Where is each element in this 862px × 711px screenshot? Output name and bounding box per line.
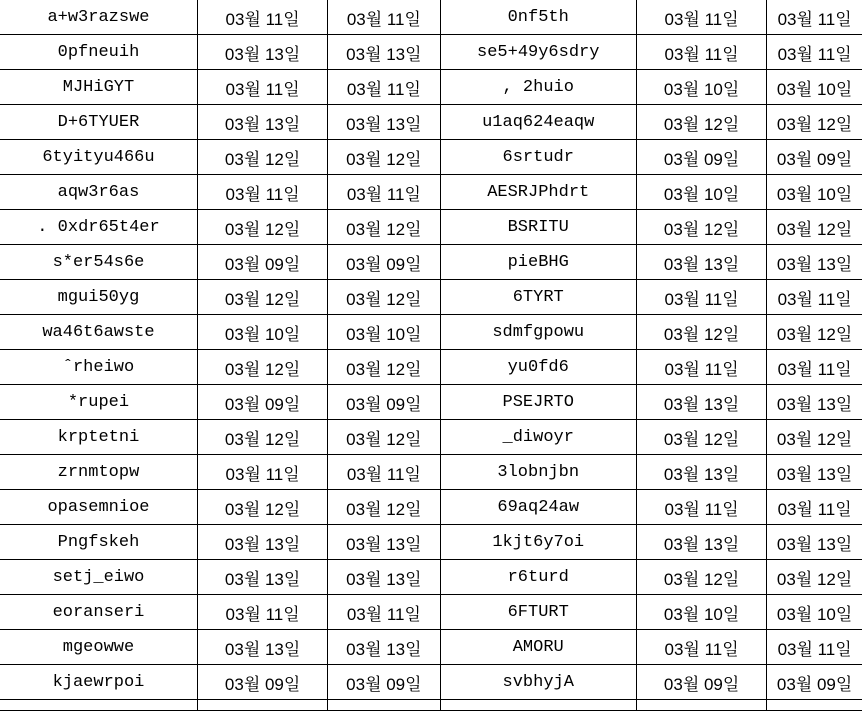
table-cell-name: mgeowwe [0, 630, 197, 665]
table-cell-date: 03월 13일 [197, 560, 327, 595]
table-cell-date: 03월 09일 [328, 245, 440, 280]
table-cell-date: 03월 11일 [197, 70, 327, 105]
table-cell-date: 03월 11일 [767, 0, 862, 35]
table-cell-date: 03월 12일 [328, 490, 440, 525]
table-row [0, 595, 862, 630]
table-cell-name: 6tyityu466u [0, 140, 197, 175]
table-cell-name: eoranseri [0, 595, 197, 630]
table-cell-date: 03월 09일 [197, 665, 327, 700]
table-cell-name: 3lobnjbn [440, 455, 636, 490]
table-cell-name: D+6TYUER [0, 105, 197, 140]
table-cell-date: 03월 09일 [197, 245, 327, 280]
table-cell-date: 03월 13일 [328, 35, 440, 70]
table-cell-name: _diwoyr [440, 420, 636, 455]
table-cell-date: 03월 11일 [767, 35, 862, 70]
table-cell-date: 03월 11일 [328, 175, 440, 210]
table-cell-name: u1aq624eaqw [440, 105, 636, 140]
table-cell-name: Pngfskeh [0, 525, 197, 560]
table-cell-date: 03월 11일 [767, 280, 862, 315]
table-row [0, 525, 862, 560]
table-cell-name: 0pfneuih [0, 35, 197, 70]
table-cell-date: 03월 11일 [197, 0, 327, 35]
table-row [0, 560, 862, 595]
table-cell-date: 03월 13일 [636, 525, 766, 560]
table-cell-date: 03월 12일 [636, 315, 766, 350]
table-cell-date: 03월 11일 [328, 455, 440, 490]
table-cell-date: 03월 13일 [328, 105, 440, 140]
table-cell-date: 03월 10일 [197, 315, 327, 350]
table-row [0, 455, 862, 490]
table-cell-name: svbhyjA [440, 665, 636, 700]
table-cell-name: 69aq24aw [440, 490, 636, 525]
table-cell-date: 03월 13일 [767, 525, 862, 560]
table-row [0, 490, 862, 525]
table-cell-date: 03월 12일 [636, 210, 766, 245]
table-cell-date: 03월 10일 [767, 70, 862, 105]
table-cell-name: se5+49y6sdry [440, 35, 636, 70]
table-cell-date: 03월 12일 [767, 105, 862, 140]
table-cell-name: *rupei [0, 385, 197, 420]
table-cell-date: 03월 10일 [636, 595, 766, 630]
table-cell-date: 03월 11일 [636, 0, 766, 35]
table-cell-date: 03월 12일 [328, 420, 440, 455]
table-cell-date: 03월 13일 [636, 455, 766, 490]
table-cell-date: 03월 11일 [636, 350, 766, 385]
table-cell-name: zrnmtopw [0, 455, 197, 490]
table-cell-date: 03월 12일 [197, 280, 327, 315]
table-cell-date: 03월 12일 [767, 210, 862, 245]
table-cell-date: 03월 12일 [197, 490, 327, 525]
table-row [0, 105, 862, 140]
table-cell-name: opasemnioe [0, 490, 197, 525]
table-cell-date: 03월 12일 [197, 420, 327, 455]
table-cell-date: 03월 13일 [197, 630, 327, 665]
table-row [0, 210, 862, 245]
table-cell-date: 03월 10일 [767, 175, 862, 210]
table-cell-name: krptetni [0, 420, 197, 455]
table-cell-date: 03월 12일 [197, 210, 327, 245]
table-row [0, 385, 862, 420]
table-cell-date: 03월 13일 [636, 385, 766, 420]
table-cell-name: setj_eiwo [0, 560, 197, 595]
table-cell-date: 03월 09일 [767, 140, 862, 175]
table-row [0, 245, 862, 280]
table-cell-date: 03월 13일 [328, 525, 440, 560]
table-cell-date: 03월 09일 [636, 140, 766, 175]
table-cell-date: 03월 11일 [636, 280, 766, 315]
table-cell-date: 03월 09일 [328, 385, 440, 420]
table-cell-name: 1kjt6y7oi [440, 525, 636, 560]
table-cell-name: , 2huio [440, 70, 636, 105]
table-cell-date: 03월 12일 [636, 420, 766, 455]
table-cell-date: 03월 12일 [767, 420, 862, 455]
table-cell-date: 03월 09일 [197, 385, 327, 420]
table-cell-name: AMORU [440, 630, 636, 665]
table-cell-name: MJHiGYT [0, 70, 197, 105]
table-cell-date: 03월 10일 [636, 175, 766, 210]
table-cell-date: 03월 13일 [197, 525, 327, 560]
table-cell-date: 03월 13일 [328, 560, 440, 595]
table-cell-date: 03월 12일 [636, 560, 766, 595]
table-row [0, 140, 862, 175]
table-cell-date: 03월 09일 [636, 665, 766, 700]
table-row [0, 350, 862, 385]
table-cell-date: 03월 12일 [328, 280, 440, 315]
table-cell-name: r6turd [440, 560, 636, 595]
table-row [0, 175, 862, 210]
table-cell-date: 03월 10일 [636, 70, 766, 105]
table-cell-name: BSRITU [440, 210, 636, 245]
table-cell-name: 6srtudr [440, 140, 636, 175]
table-cell-name: mgui50yg [0, 280, 197, 315]
table-cell-name: 0nf5th [440, 0, 636, 35]
table-cell-date: 03월 13일 [197, 105, 327, 140]
table-cell-name: AESRJPhdrt [440, 175, 636, 210]
table-row [0, 35, 862, 70]
table-cell-date: 03월 11일 [328, 595, 440, 630]
table-cell-date: 03월 12일 [767, 315, 862, 350]
table-cell-name: aqw3r6as [0, 175, 197, 210]
table-cell-date: 03월 11일 [636, 630, 766, 665]
table-cell-date: 03월 09일 [767, 665, 862, 700]
table-cell-date: 03월 11일 [197, 595, 327, 630]
table-cell-date: 03월 12일 [197, 350, 327, 385]
table-cell-name: wa46t6awste [0, 315, 197, 350]
table-cell-name: 6TYRT [440, 280, 636, 315]
table-cell-date: 03월 10일 [767, 595, 862, 630]
table-cell-date: 03월 10일 [328, 315, 440, 350]
table-cell-name: pieBHG [440, 245, 636, 280]
table-cell-date: 03월 12일 [197, 140, 327, 175]
table-cell-date: 03월 12일 [636, 105, 766, 140]
table-cell-date: 03월 11일 [636, 35, 766, 70]
table-cell-date: 03월 12일 [767, 560, 862, 595]
table-cell-date: 03월 12일 [328, 350, 440, 385]
table-cell-date: 03월 11일 [767, 350, 862, 385]
table-cell-date: 03월 12일 [328, 210, 440, 245]
table-cell-name: PSEJRTO [440, 385, 636, 420]
table-row [0, 420, 862, 455]
table-row [0, 0, 862, 35]
table-cell-date: 03월 13일 [197, 35, 327, 70]
table-row [0, 630, 862, 665]
table-cell-date: 03월 13일 [767, 385, 862, 420]
table-row [0, 315, 862, 350]
table-cell-date: 03월 11일 [636, 490, 766, 525]
table-cell-name: . 0xdr65t4er [0, 210, 197, 245]
table-cell-date: 03월 09일 [328, 665, 440, 700]
table-cell-date: 03월 13일 [767, 455, 862, 490]
table-cell-name: a+w3razswe [0, 0, 197, 35]
table-cell-date: 03월 11일 [328, 0, 440, 35]
table-cell-date: 03월 11일 [767, 490, 862, 525]
table-cell-name: 6FTURT [440, 595, 636, 630]
table-row [0, 665, 862, 700]
table-cell-date: 03월 11일 [197, 455, 327, 490]
table-row [0, 70, 862, 105]
table-cell-name: s*er54s6e [0, 245, 197, 280]
table-cell-date: 03월 11일 [328, 70, 440, 105]
table-cell-date: 03월 13일 [767, 245, 862, 280]
table-cell-date: 03월 12일 [328, 140, 440, 175]
table-cell-name: sdmfgpowu [440, 315, 636, 350]
table-cell-name: kjaewrpoi [0, 665, 197, 700]
table-cell-name: ˆrheiwo [0, 350, 197, 385]
table-row [0, 280, 862, 315]
table-cell-date: 03월 11일 [197, 175, 327, 210]
table-cell-date: 03월 11일 [767, 630, 862, 665]
table-cell-date: 03월 13일 [636, 245, 766, 280]
table-cell-date: 03월 13일 [328, 630, 440, 665]
table-cell-name: yu0fd6 [440, 350, 636, 385]
